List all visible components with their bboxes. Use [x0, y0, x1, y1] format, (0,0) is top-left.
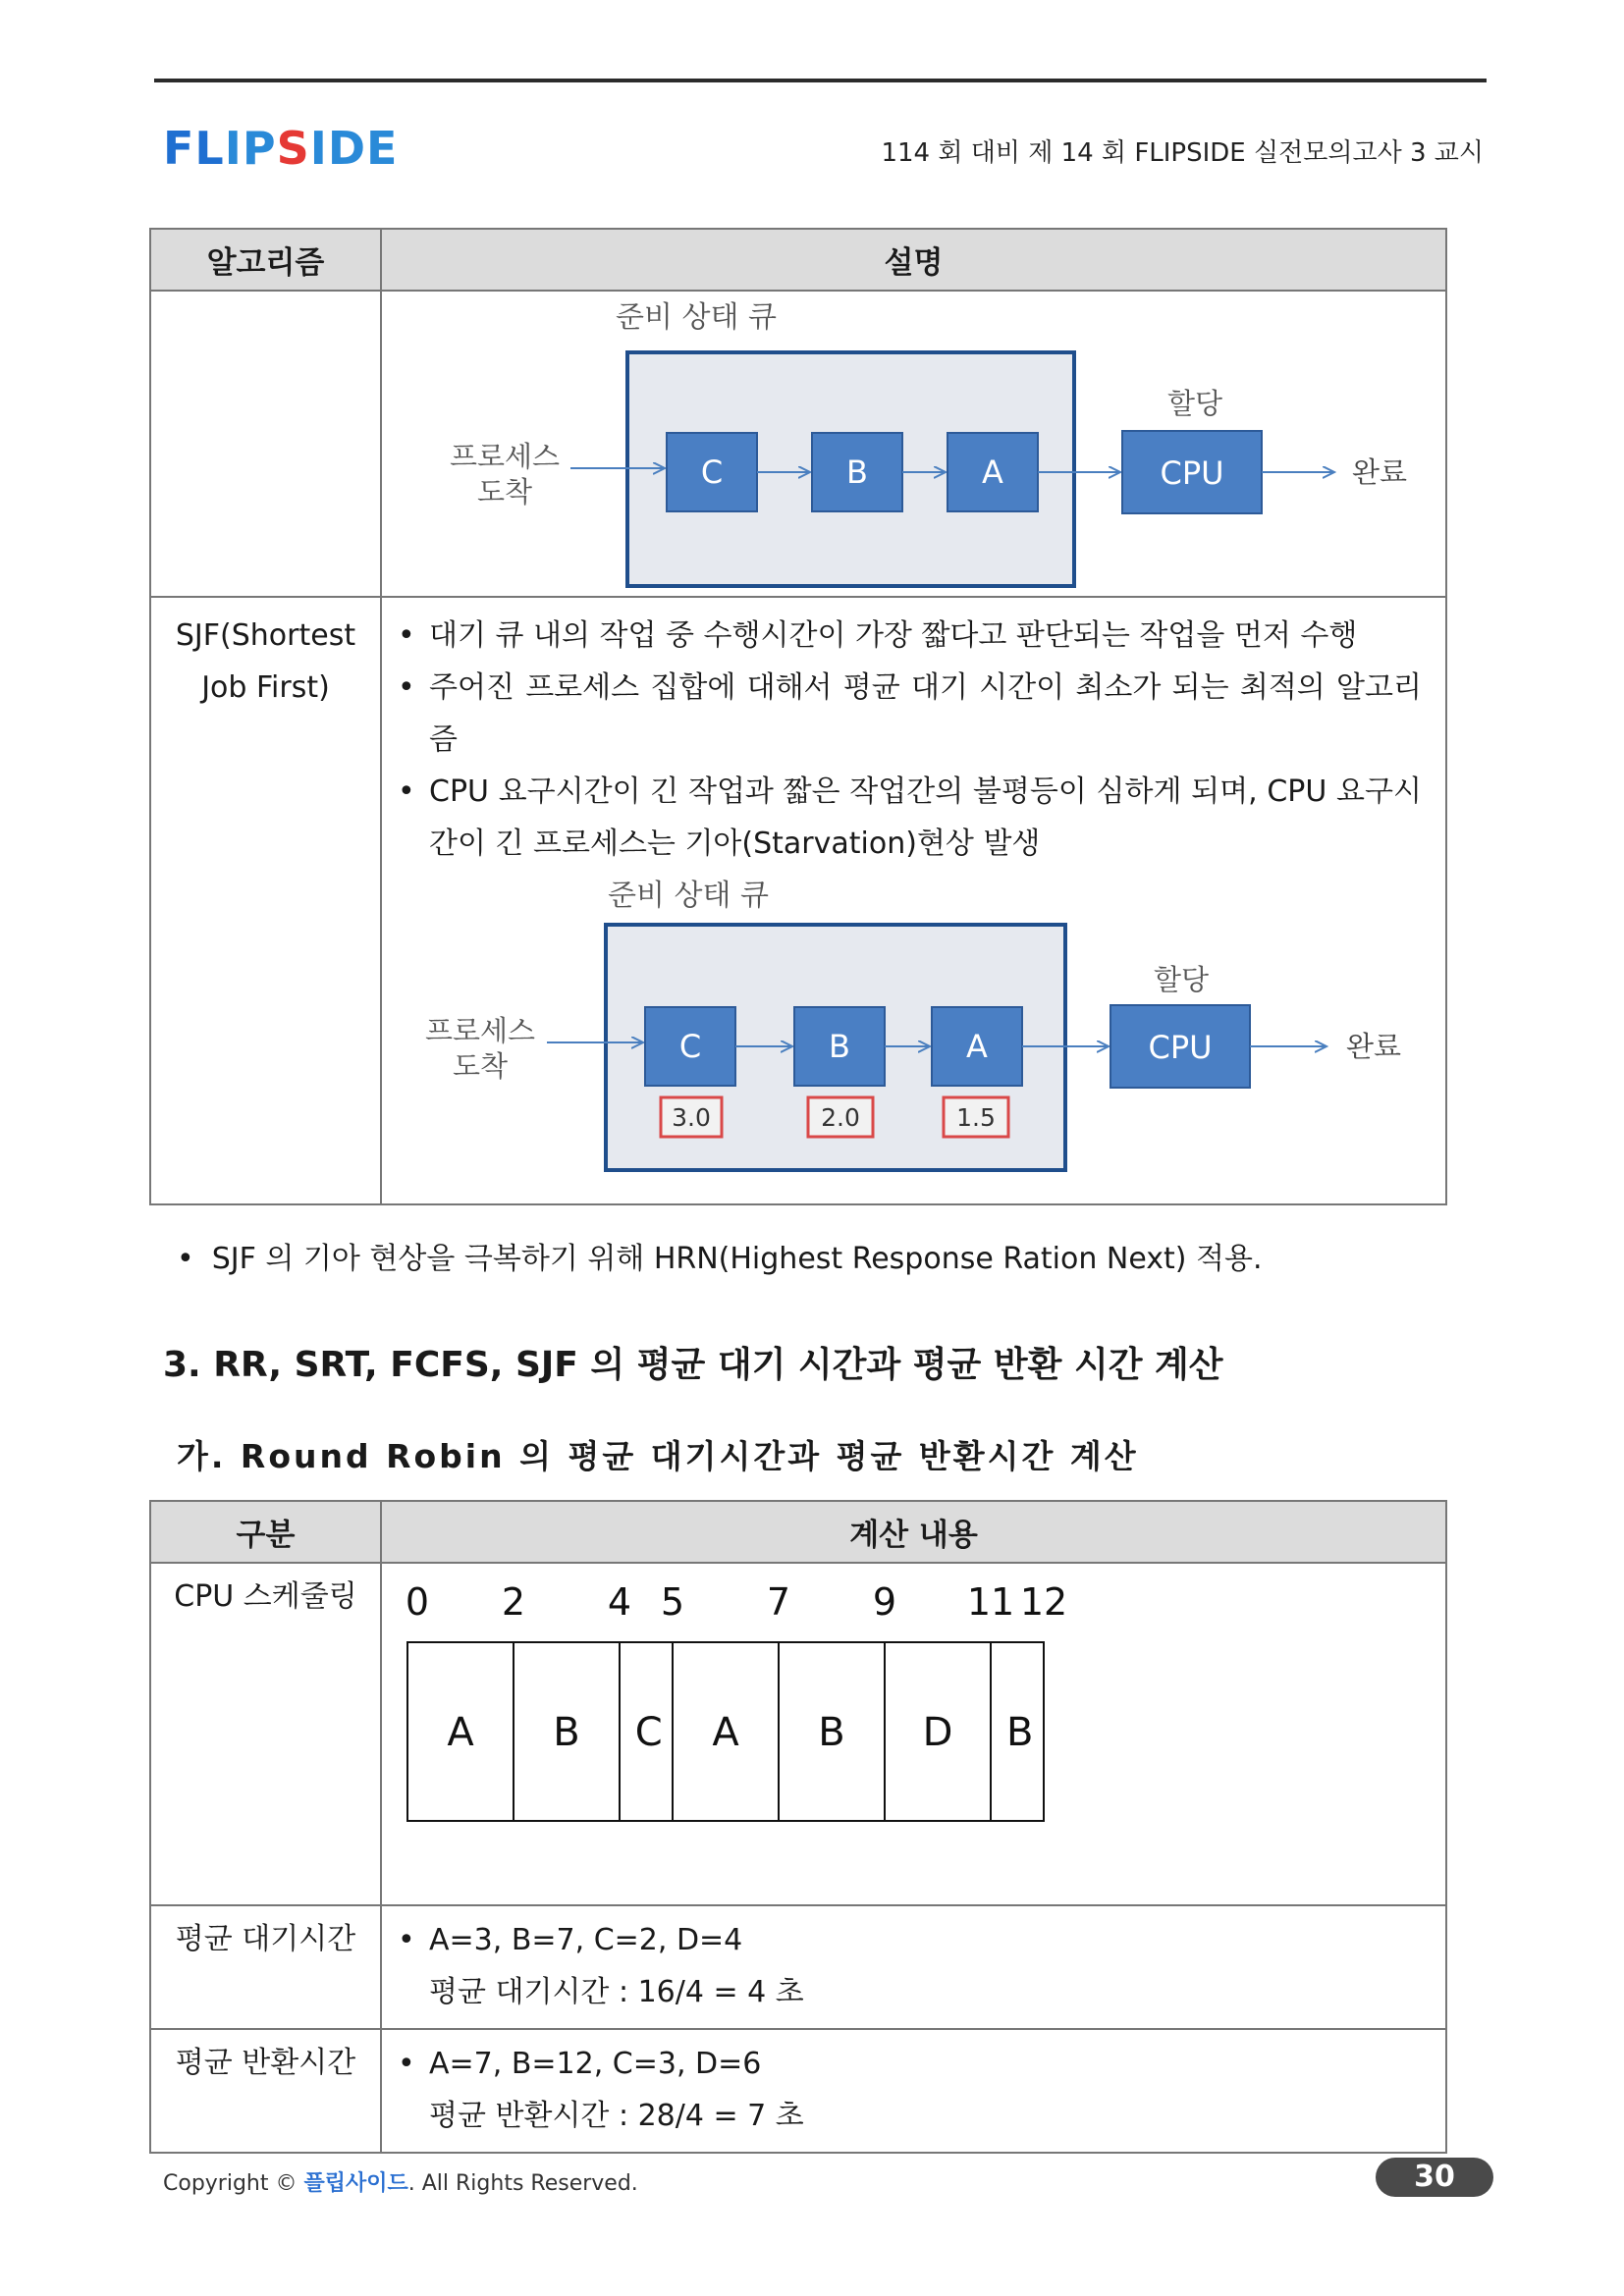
avg-wait-list [382, 1906, 1445, 2028]
round-robin-table [149, 1500, 1447, 2154]
process-label-b: B [846, 454, 868, 491]
algorithm-column-header: 알고리즘 [150, 229, 381, 291]
header-title: 114 회 대비 제 14 회 FLIPSIDE 실전모의고사 3 교시 [881, 138, 1484, 168]
avg-turnaround-label: 평균 반환시간 [150, 2029, 381, 2153]
sjf-description-cell [381, 597, 1446, 1204]
arrival-label: 프로세스 [424, 1014, 536, 1047]
arrival-label: 프로세스 [449, 440, 561, 473]
flipside-logo: FLIPSIDE [163, 122, 399, 175]
gantt-block-label: A [447, 1710, 474, 1755]
avg-turnaround-list [382, 2030, 1445, 2152]
gantt-block-label: D [922, 1710, 953, 1755]
list-item: • 대기 큐 내의 작업 중 수행시간이 가장 짧다고 판단되는 작업을 먼저 수행 [398, 610, 1422, 662]
gantt-block-label: B [1005, 1710, 1034, 1755]
process-label-b: B [829, 1028, 850, 1065]
assign-label: 할당 [1166, 387, 1223, 420]
description-column-header: 설명 [381, 229, 1446, 291]
sjf-bullet-list [382, 598, 1445, 880]
gantt-tick-label: 12 [1019, 1580, 1068, 1624]
avg-wait-label: 평균 대기시간 [150, 1905, 381, 2029]
cpu-scheduling-label: CPU 스케줄링 [150, 1563, 381, 1905]
list-item: • A=7, B=12, C=3, D=6 [398, 2038, 1422, 2090]
time-label-b: 2.0 [821, 1103, 860, 1132]
queue-label: 준비 상태 큐 [616, 300, 777, 335]
gantt-tick-label: 4 [607, 1580, 632, 1624]
assign-label: 할당 [1153, 963, 1210, 996]
done-label: 완료 [1351, 455, 1408, 489]
list-item: • CPU 요구시간이 긴 작업과 짧은 작업간의 불평등이 심하게 되며, CPU 요구시간이 긴 프로세스는 기아(Starvation)현상 발생 [398, 766, 1422, 870]
process-label-a: A [966, 1028, 988, 1065]
gantt-tick-label: 11 [966, 1580, 1015, 1624]
ready-queue-diagram-cell [381, 291, 1446, 597]
sjf-name: SJF(Shortest Job First) [150, 597, 381, 1204]
gantt-block-label: B [553, 1710, 580, 1755]
process-label-a: A [982, 454, 1003, 491]
gantt-block-label: A [712, 1710, 739, 1755]
header-rule [154, 79, 1487, 82]
list-item: • 주어진 프로세스 집합에 대해서 평균 대기 시간이 최소가 되는 최적의 알고리즘 [398, 662, 1422, 766]
avg-turnaround-cell [381, 2029, 1446, 2153]
time-label-a: 1.5 [956, 1103, 996, 1132]
arrival-label-2: 도착 [452, 1049, 509, 1083]
category-column-header: 구분 [150, 1501, 381, 1563]
ready-queue-diagram [382, 292, 1445, 588]
gantt-chart [382, 1564, 1445, 1896]
cpu-label: CPU [1148, 1029, 1213, 1066]
arrival-label-2: 도착 [476, 475, 533, 508]
copyright-suffix: . All Rights Reserved. [407, 2171, 638, 2196]
hrn-note: • SJF 의 기아 현상을 극복하기 위해 HRN(Highest Response Ration Next) 적용. [177, 1234, 1263, 1277]
process-label-c: C [700, 454, 724, 491]
subsection-heading: 가. Round Robin 의 평균 대기시간과 평균 반환시간 계산 [177, 1437, 1139, 1475]
calculation-column-header: 계산 내용 [381, 1501, 1446, 1563]
gantt-tick-label: 2 [501, 1580, 526, 1624]
queue-label: 준비 상태 큐 [608, 880, 769, 913]
avg-wait-cell [381, 1905, 1446, 2029]
gantt-tick-label: 9 [872, 1580, 897, 1624]
gantt-tick-label: 7 [766, 1580, 791, 1624]
process-label-c: C [678, 1028, 702, 1065]
page-number: 30 [1376, 2158, 1493, 2197]
copyright-prefix: Copyright © [163, 2171, 298, 2196]
sjf-queue-diagram [382, 880, 1445, 1196]
cpu-label: CPU [1160, 454, 1224, 492]
footer-brand: 플립사이드 [303, 2171, 408, 2196]
avg-wait-result: 평균 대기시간 : 16/4 = 4 초 [429, 1975, 804, 2009]
algorithm-table [149, 228, 1447, 1205]
algorithm-cell-empty [150, 291, 381, 597]
gantt-tick-label: 5 [660, 1580, 685, 1624]
gantt-cell [381, 1563, 1446, 1905]
done-label: 완료 [1345, 1030, 1402, 1063]
section-heading: 3. RR, SRT, FCFS, SJF 의 평균 대기 시간과 평균 반환 시간 계산 [163, 1345, 1223, 1385]
footer-copyright [163, 2166, 638, 2197]
list-item: • A=3, B=7, C=2, D=4 [398, 1914, 1422, 1966]
avg-turnaround-result: 평균 반환시간 : 28/4 = 7 초 [429, 2099, 804, 2133]
gantt-block-label: C [634, 1710, 663, 1755]
gantt-tick-label: 0 [405, 1580, 430, 1624]
time-label-c: 3.0 [672, 1103, 711, 1132]
gantt-block-label: B [818, 1710, 845, 1755]
